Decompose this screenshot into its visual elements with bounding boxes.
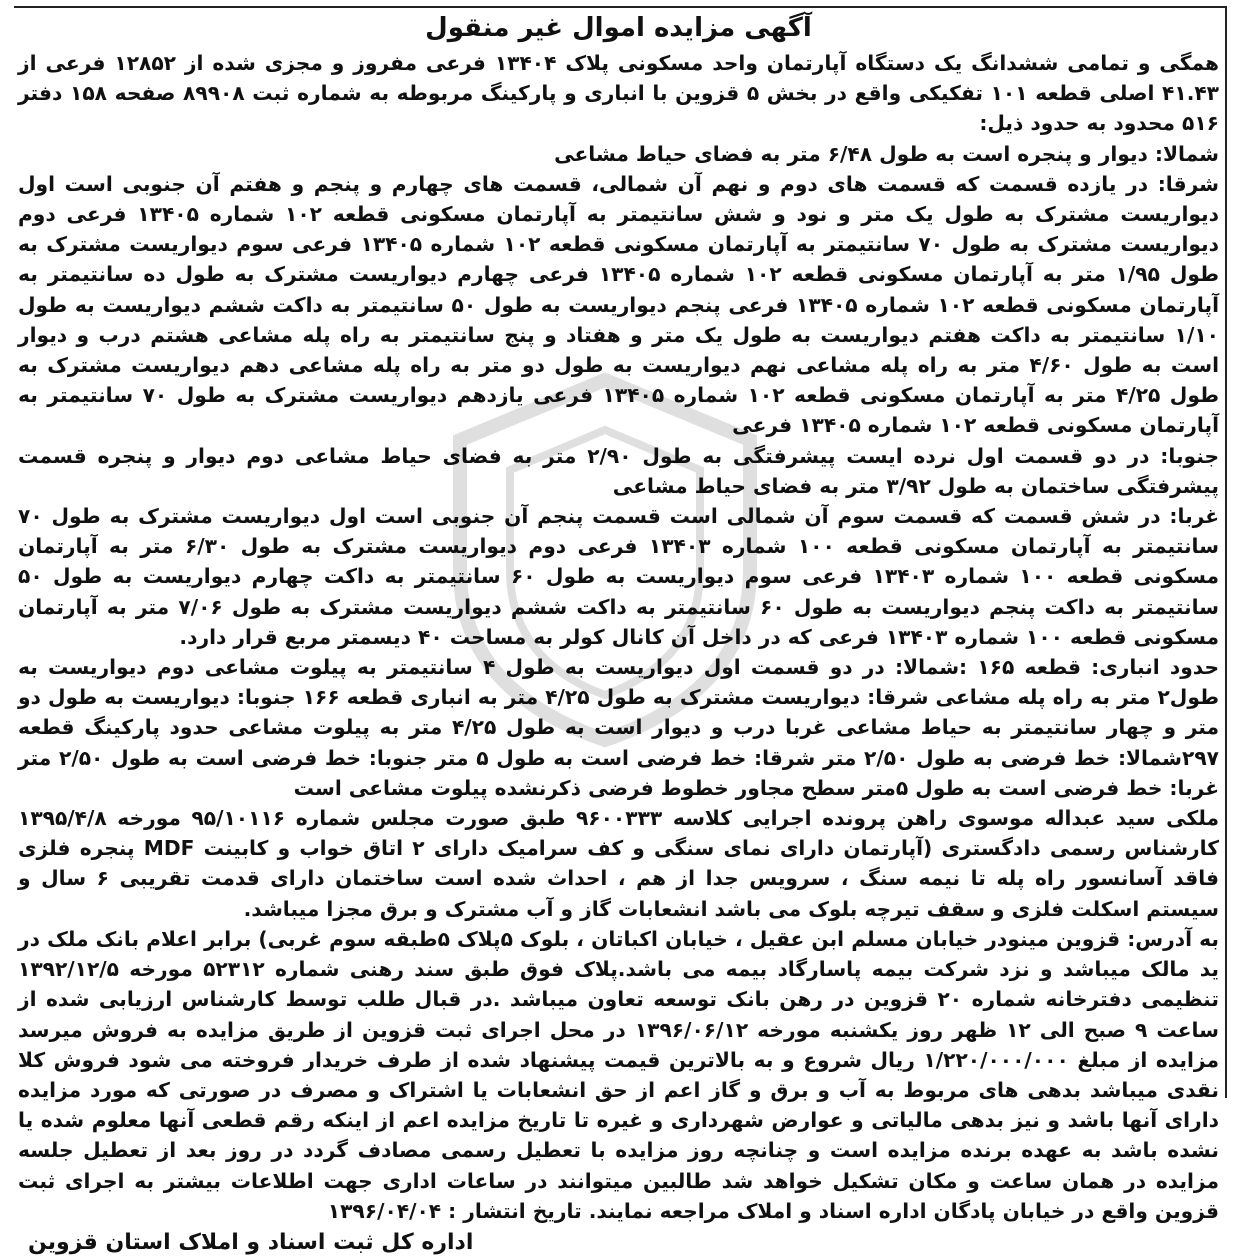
notice-signature: اداره کل ثبت اسناد و املاک استان قزوین (28, 1229, 474, 1255)
paragraph-north: شمالا: دیوار و پنجره است به طول ۶/۴۸ متر به فضای حیاط مشاعی (554, 141, 1219, 166)
notice-body (18, 48, 1219, 1226)
paragraph-west: غربا: در شش قسمت که قسمت سوم آن شمالی است قسمت پنجم آن جنوبی است اول دیواریست مشترک به طول ۷۰ سانتیمتر به آپارتمان مسکونی قطعه ۱۰۰ شماره ۱۳۴۰۳ فرعی دوم دیواریست مشترک به طول ۶/۳۰ متر به آپارتمان مسکونی قطعه ۱۰۰ شماره ۱۳۴۰۳ فرعی سوم دیواریست به طول ۶۰ سانتیمتر به داکت چهارم دیواریست به طول ۵۰ سانتیمتر به داکت پنجم دیواریست به طول ۶۰ سانتیمتر به داکت ششم دیواریست مشترک به طول ۷/۰۶ متر به آپارتمان مسکونی قطعه ۱۰۰ شماره ۱۳۴۰۳ فرعی که در داخل آن کانال کولر به مساحت ۴۰ دیسمتر مربع قرار دارد. (18, 504, 1220, 649)
notice-title: آگهی مزایده اموال غیر منقول (425, 13, 812, 43)
notice-frame (14, 6, 1227, 1255)
paragraph-south: جنوبا: در دو قسمت اول نرده ایست پیشرفتگی به طول ۲/۹۰ متر به فضای حیاط مشاعی دوم دیوار و پنجره قسمت پیشرفتگی ساختمان به طول ۳/۹۲ متر به فضای حیاط مشاعی (18, 443, 1219, 498)
paragraph-owner: ملکی سید عبداله موسوی راهن پرونده اجرایی کلاسه ۹۶۰۰۳۳۳ طبق صورت مجلس شماره ۹۵/۱۰۱۱۶ مورخه ۱۳۹۵/۴/۸ کارشناس رسمی دادگستری (آپارتمان دارای نمای سنگی و کف سرامیک دارای ۲ اتاق خواب و کابینت MDF پنجره فلزی فاقد آسانسور راه پله تا نیمه سنگ ، سرویس جدا از هم ، احداث شده است ساختمان دارای قدمت تقریبی ۶ سال و سیستم اسکلت فلزی و سقف تیرچه بلوک می باشد انشعابات گاز و آب مشترک و برق مجزا میباشد. (18, 806, 1219, 921)
paragraph-intro: همگی و تمامی ششدانگ یک دستگاه آپارتمان واحد مسکونی پلاک ۱۳۴۰۴ فرعی مفروز و مجزی شده از ۱۲۸۵۲ فرعی از ۴۱.۴۳ اصلی قطعه ۱۰۱ تفکیکی واقع در بخش ۵ قزوین با انباری و پارکینگ مربوطه به شماره ثبت ۸۹۹۰۸ صفحه ۱۵۸ دفتر ۵۱۶ محدود به حدود ذیل: (18, 51, 1220, 136)
paragraph-east: شرقا: در یازده قسمت که قسمت های دوم و نهم آن شمالی، قسمت های چهارم و پنجم و هفتم آن جنوبی است اول دیواریست مشترک به طول یک متر و نود و شش سانتیمتر به آپارتمان مسکونی قطعه ۱۰۲ شماره ۱۳۴۰۵ فرعی دوم دیواریست مشترک به طول ۷۰ سانتیمتر به آپارتمان مسکونی قطعه ۱۰۲ شماره ۱۳۴۰۵ فرعی سوم دیواریست مشترک به طول ۱/۹۵ متر به آپارتمان مسکونی قطعه ۱۰۲ شماره ۱۳۴۰۵ فرعی چهارم دیواریست مشترک به طول ده سانتیمتر به آپارتمان مسکونی قطعه ۱۰۲ شماره ۱۳۴۰۵ فرعی پنجم دیواریست به طول ۵۰ سانتیمتر به داکت ششم دیواریست به طول ۱/۱۰ سانتیمتر به داکت هفتم دیواریست به طول یک متر و هفتاد و پنج سانتیمتر به راه پله مشاعی هشتم درب و دیوار است به طول ۴/۶۰ متر به راه پله مشاعی نهم دیواریست به طول دو متر به راه پله مشاعی دهم دیواریست مشترک به طول ۴/۲۵ متر به آپارتمان مسکونی قطعه ۱۰۲ شماره ۱۳۴۰۵ فرعی یازدهم دیواریست مشترک به طول ۷۰ سانتیمتر به آپارتمان مسکونی قطعه ۱۰۲ شماره ۱۳۴۰۵ فرعی (18, 171, 1220, 438)
paragraph-storage-bounds: حدود انباری: قطعه ۱۶۵ :شمالا: در دو قسمت اول دیواریست به طول ۴ سانتیمتر به پیلوت مشاعی دوم دیواریست به طول۲ متر به راه پله مشاعی شرقا: دیواریست مشترک به طول ۴/۲۵ متر به انباری قطعه ۱۶۶ جنوبا: دیواریست به طول دو متر و چهار سانتیمتر به حیاط مشاعی غربا درب و دیوار است به طول ۴/۲۵ متر به پیلوت مشاعی حدود پارکینگ قطعه ۲۹۷شمالا: خط فرضی به طول ۲/۵۰ متر شرقا: خط فرضی است به طول ۵ متر جنوبا: خط فرضی است به طول ۲/۵۰ متر غربا: خط فرضی است به طول ۵متر سطح مجاور خطوط فرضی ذکرنشده پیلوت مشاعی است (18, 655, 1220, 800)
paragraph-address-terms: به آدرس: قزوین مینودر خیابان مسلم ابن عقیل ، خیابان اکباتان ، بلوک ۵پلاک ۵طبقه سوم غربی) برابر اعلام بانک ملک در ید مالک میباشد و نزد شرکت بیمه پاسارگاد بیمه می باشد.پلاک فوق طبق سند رهنی شماره ۵۲۳۱۲ مورخه ۱۳۹۲/۱۲/۵ تنظیمی دفترخانه شماره ۲۰ قزوین در رهن بانک توسعه تعاون میباشد .در قبال طلب توسط کارشناس ارزیابی شده از ساعت ۹ صبح الی ۱۲ ظهر روز یکشنبه مورخه ۱۳۹۶/۰۶/۱۲ در محل اجرای ثبت قزوین از طریق مزایده به فروش میرسد مزایده از مبلغ ۱/۲۲۰/۰۰۰/۰۰۰ ریال شروع و به بالاترین قیمت پیشنهاد شده از طرف خریدار فروخته می شود فروش کلا نقدی میباشد بدهی های مربوط به آب و برق و گاز اعم از حق انشعابات یا اشتراک و مصرف در صورتی که مورد مزایده دارای آنها باشد و نیز بدهی مالیاتی و عوارض شهرداری و غیره تا تاریخ مزایده اعم از اینکه رقم قطعی آنها معلوم شده یا نشده باشد به عهده برنده مزایده است و چنانچه روز مزایده با تعطیل رسمی مصادف گردد در روز بعد از تعطیل جلسه مزایده در همان ساعت و مکان تشکیل خواهد شد طالبین میتوانند در ساعات اداری جهت اطلاعات بیشتر به اجرای ثبت قزوین واقع در خیابان پادگان اداره اسناد و املاک مراجعه نمایند. تاریخ انتشار : ۱۳۹۶/۰۴/۰۴ (18, 926, 1219, 1223)
